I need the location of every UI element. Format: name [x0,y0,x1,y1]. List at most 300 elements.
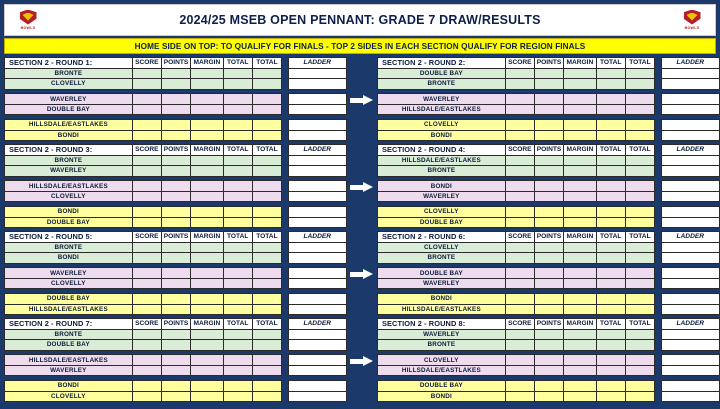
result-cell[interactable] [596,329,625,340]
result-cell[interactable] [252,355,281,366]
result-cell[interactable] [625,104,654,115]
ladder-cell[interactable] [288,119,346,130]
ladder-cell[interactable] [288,355,346,366]
result-cell[interactable] [161,329,190,340]
result-cell[interactable] [564,94,596,105]
result-cell[interactable] [132,155,161,166]
ladder-cell[interactable] [661,380,719,391]
result-cell[interactable] [505,355,534,366]
ladder-cell[interactable] [661,329,719,340]
ladder-cell[interactable] [661,278,719,289]
result-cell[interactable] [505,155,534,166]
result-cell[interactable] [564,104,596,115]
result-cell[interactable] [505,217,534,228]
result-cell[interactable] [191,155,223,166]
result-cell[interactable] [223,380,252,391]
result-cell[interactable] [534,68,563,79]
result-cell[interactable] [132,268,161,279]
result-cell[interactable] [625,68,654,79]
ladder-cell[interactable] [661,104,719,115]
result-cell[interactable] [596,130,625,141]
result-cell[interactable] [191,365,223,376]
result-cell[interactable] [564,191,596,202]
result-cell[interactable] [564,253,596,264]
result-cell[interactable] [223,191,252,202]
result-cell[interactable] [132,79,161,90]
result-cell[interactable] [505,329,534,340]
result-cell[interactable] [223,68,252,79]
result-cell[interactable] [505,104,534,115]
result-cell[interactable] [564,365,596,376]
result-cell[interactable] [625,278,654,289]
result-cell[interactable] [161,94,190,105]
result-cell[interactable] [132,391,161,402]
result-cell[interactable] [534,217,563,228]
result-cell[interactable] [505,181,534,192]
result-cell[interactable] [625,242,654,253]
result-cell[interactable] [161,304,190,315]
ladder-cell[interactable] [661,242,719,253]
result-cell[interactable] [191,391,223,402]
result-cell[interactable] [161,293,190,304]
result-cell[interactable] [161,119,190,130]
result-cell[interactable] [161,253,190,264]
result-cell[interactable] [191,217,223,228]
result-cell[interactable] [132,94,161,105]
result-cell[interactable] [191,329,223,340]
ladder-cell[interactable] [661,191,719,202]
result-cell[interactable] [223,329,252,340]
result-cell[interactable] [161,268,190,279]
result-cell[interactable] [596,293,625,304]
result-cell[interactable] [161,217,190,228]
result-cell[interactable] [564,79,596,90]
result-cell[interactable] [596,253,625,264]
ladder-cell[interactable] [661,391,719,402]
result-cell[interactable] [223,268,252,279]
result-cell[interactable] [534,181,563,192]
result-cell[interactable] [625,304,654,315]
result-cell[interactable] [252,217,281,228]
result-cell[interactable] [534,79,563,90]
result-cell[interactable] [223,253,252,264]
result-cell[interactable] [596,181,625,192]
result-cell[interactable] [132,365,161,376]
result-cell[interactable] [161,278,190,289]
result-cell[interactable] [596,242,625,253]
result-cell[interactable] [252,268,281,279]
result-cell[interactable] [132,304,161,315]
result-cell[interactable] [596,104,625,115]
result-cell[interactable] [505,94,534,105]
result-cell[interactable] [534,278,563,289]
result-cell[interactable] [252,380,281,391]
result-cell[interactable] [625,217,654,228]
result-cell[interactable] [625,253,654,264]
result-cell[interactable] [534,380,563,391]
result-cell[interactable] [191,242,223,253]
result-cell[interactable] [252,293,281,304]
result-cell[interactable] [505,119,534,130]
result-cell[interactable] [564,242,596,253]
result-cell[interactable] [534,253,563,264]
result-cell[interactable] [564,155,596,166]
result-cell[interactable] [625,355,654,366]
result-cell[interactable] [564,380,596,391]
result-cell[interactable] [191,253,223,264]
result-cell[interactable] [564,166,596,177]
result-cell[interactable] [564,293,596,304]
result-cell[interactable] [596,380,625,391]
result-cell[interactable] [564,268,596,279]
result-cell[interactable] [596,155,625,166]
result-cell[interactable] [252,253,281,264]
ladder-cell[interactable] [288,104,346,115]
result-cell[interactable] [505,365,534,376]
ladder-cell[interactable] [288,329,346,340]
result-cell[interactable] [132,278,161,289]
ladder-cell[interactable] [288,206,346,217]
result-cell[interactable] [596,355,625,366]
result-cell[interactable] [625,155,654,166]
result-cell[interactable] [596,391,625,402]
result-cell[interactable] [505,191,534,202]
result-cell[interactable] [625,365,654,376]
result-cell[interactable] [625,329,654,340]
result-cell[interactable] [161,365,190,376]
result-cell[interactable] [132,253,161,264]
result-cell[interactable] [132,355,161,366]
ladder-cell[interactable] [661,304,719,315]
ladder-cell[interactable] [288,68,346,79]
ladder-cell[interactable] [288,365,346,376]
result-cell[interactable] [223,119,252,130]
result-cell[interactable] [223,94,252,105]
result-cell[interactable] [534,304,563,315]
result-cell[interactable] [625,130,654,141]
result-cell[interactable] [252,79,281,90]
result-cell[interactable] [625,380,654,391]
result-cell[interactable] [534,94,563,105]
result-cell[interactable] [132,380,161,391]
ladder-cell[interactable] [288,293,346,304]
result-cell[interactable] [596,365,625,376]
ladder-cell[interactable] [288,340,346,351]
result-cell[interactable] [564,340,596,351]
result-cell[interactable] [505,130,534,141]
result-cell[interactable] [564,278,596,289]
result-cell[interactable] [534,166,563,177]
result-cell[interactable] [191,268,223,279]
result-cell[interactable] [596,166,625,177]
column-header: TOTAL [596,232,625,243]
ladder-cell[interactable] [288,166,346,177]
result-cell[interactable] [161,242,190,253]
result-cell[interactable] [564,304,596,315]
result-cell[interactable] [223,166,252,177]
result-cell[interactable] [564,68,596,79]
result-cell[interactable] [132,329,161,340]
result-cell[interactable] [505,391,534,402]
result-cell[interactable] [223,391,252,402]
team-name: WAVERLEY [5,166,133,177]
result-cell[interactable] [534,242,563,253]
result-cell[interactable] [132,130,161,141]
team-name: DOUBLE BAY [378,268,506,279]
column-header: SCORE [505,319,534,330]
result-cell[interactable] [161,181,190,192]
result-cell[interactable] [505,268,534,279]
result-cell[interactable] [223,365,252,376]
result-cell[interactable] [505,293,534,304]
result-cell[interactable] [132,104,161,115]
result-cell[interactable] [625,181,654,192]
result-cell[interactable] [564,119,596,130]
result-cell[interactable] [191,355,223,366]
result-cell[interactable] [132,191,161,202]
result-cell[interactable] [252,329,281,340]
result-cell[interactable] [564,391,596,402]
result-cell[interactable] [625,206,654,217]
result-cell[interactable] [564,355,596,366]
result-cell[interactable] [132,181,161,192]
ladder-cell[interactable] [288,253,346,264]
result-cell[interactable] [564,130,596,141]
result-cell[interactable] [132,119,161,130]
result-cell[interactable] [252,68,281,79]
result-cell[interactable] [191,191,223,202]
result-cell[interactable] [625,340,654,351]
result-cell[interactable] [161,155,190,166]
result-cell[interactable] [505,206,534,217]
ladder-cell[interactable] [288,181,346,192]
result-cell[interactable] [596,304,625,315]
result-cell[interactable] [161,68,190,79]
result-cell[interactable] [132,166,161,177]
table-row [5,181,347,192]
result-cell[interactable] [534,104,563,115]
result-cell[interactable] [252,206,281,217]
result-cell[interactable] [534,130,563,141]
ladder-cell[interactable] [661,293,719,304]
team-name: WAVERLEY [5,268,133,279]
ladder-cell[interactable] [661,79,719,90]
result-cell[interactable] [625,79,654,90]
result-cell[interactable] [132,68,161,79]
result-cell[interactable] [191,293,223,304]
ladder-cell[interactable] [288,304,346,315]
result-cell[interactable] [625,191,654,202]
result-cell[interactable] [252,130,281,141]
result-cell[interactable] [252,119,281,130]
result-cell[interactable] [534,155,563,166]
result-cell[interactable] [625,119,654,130]
result-cell[interactable] [161,391,190,402]
result-cell[interactable] [132,242,161,253]
result-cell[interactable] [596,278,625,289]
result-cell[interactable] [596,94,625,105]
result-cell[interactable] [223,278,252,289]
result-cell[interactable] [191,340,223,351]
ladder-cell[interactable] [288,94,346,105]
result-cell[interactable] [191,181,223,192]
result-cell[interactable] [252,94,281,105]
result-cell[interactable] [191,166,223,177]
result-cell[interactable] [252,340,281,351]
ladder-cell[interactable] [661,340,719,351]
result-cell[interactable] [534,293,563,304]
ladder-cell[interactable] [288,191,346,202]
result-cell[interactable] [223,304,252,315]
result-cell[interactable] [223,206,252,217]
result-cell[interactable] [625,391,654,402]
result-cell[interactable] [161,340,190,351]
result-cell[interactable] [161,79,190,90]
result-cell[interactable] [161,355,190,366]
result-cell[interactable] [223,217,252,228]
ladder-cell[interactable] [661,268,719,279]
result-cell[interactable] [534,268,563,279]
ladder-cell[interactable] [288,242,346,253]
result-cell[interactable] [505,242,534,253]
ladder-cell[interactable] [288,380,346,391]
result-cell[interactable] [191,278,223,289]
result-cell[interactable] [191,304,223,315]
ladder-cell[interactable] [661,355,719,366]
result-cell[interactable] [191,380,223,391]
result-cell[interactable] [564,206,596,217]
ladder-cell[interactable] [661,181,719,192]
result-cell[interactable] [191,68,223,79]
result-cell[interactable] [191,206,223,217]
result-cell[interactable] [564,217,596,228]
result-cell[interactable] [132,293,161,304]
result-cell[interactable] [505,68,534,79]
result-cell[interactable] [161,206,190,217]
result-cell[interactable] [223,181,252,192]
round-block [377,318,720,404]
result-cell[interactable] [564,329,596,340]
result-cell[interactable] [252,191,281,202]
result-cell[interactable] [191,130,223,141]
ladder-cell[interactable] [661,155,719,166]
team-name: WAVERLEY [5,94,133,105]
result-cell[interactable] [223,104,252,115]
result-cell[interactable] [132,340,161,351]
result-cell[interactable] [534,329,563,340]
result-cell[interactable] [252,278,281,289]
result-cell[interactable] [161,104,190,115]
ladder-cell[interactable] [288,268,346,279]
result-cell[interactable] [252,166,281,177]
result-cell[interactable] [252,365,281,376]
ladder-cell[interactable] [661,217,719,228]
column-header: MARGIN [191,232,223,243]
result-cell[interactable] [132,206,161,217]
result-cell[interactable] [596,340,625,351]
result-cell[interactable] [596,191,625,202]
ladder-cell[interactable] [661,68,719,79]
result-cell[interactable] [505,253,534,264]
ladder-cell[interactable] [661,94,719,105]
result-cell[interactable] [223,130,252,141]
result-cell[interactable] [223,79,252,90]
team-name: BONDI [378,391,506,402]
result-cell[interactable] [223,242,252,253]
ladder-cell[interactable] [288,278,346,289]
ladder-cell[interactable] [661,166,719,177]
result-cell[interactable] [505,278,534,289]
result-cell[interactable] [534,391,563,402]
result-cell[interactable] [252,181,281,192]
result-cell[interactable] [223,293,252,304]
result-cell[interactable] [564,181,596,192]
result-cell[interactable] [534,340,563,351]
result-cell[interactable] [191,104,223,115]
result-cell[interactable] [505,304,534,315]
result-cell[interactable] [191,79,223,90]
result-cell[interactable] [505,79,534,90]
result-cell[interactable] [132,217,161,228]
result-cell[interactable] [534,355,563,366]
result-cell[interactable] [534,119,563,130]
result-cell[interactable] [161,130,190,141]
result-cell[interactable] [625,293,654,304]
result-cell[interactable] [505,340,534,351]
result-cell[interactable] [596,79,625,90]
result-cell[interactable] [534,365,563,376]
result-cell[interactable] [625,166,654,177]
ladder-cell[interactable] [288,155,346,166]
result-cell[interactable] [161,380,190,391]
result-cell[interactable] [505,166,534,177]
ladder-cell[interactable] [661,130,719,141]
result-cell[interactable] [252,391,281,402]
result-cell[interactable] [534,191,563,202]
ladder-cell[interactable] [288,79,346,90]
ladder-cell[interactable] [661,253,719,264]
result-cell[interactable] [534,206,563,217]
result-cell[interactable] [191,119,223,130]
team-name: HILLSDALE/EASTLAKES [378,104,506,115]
result-cell[interactable] [191,94,223,105]
result-cell[interactable] [596,119,625,130]
ladder-cell[interactable] [288,217,346,228]
ladder-cell[interactable] [661,119,719,130]
ladder-cell[interactable] [288,391,346,402]
result-cell[interactable] [161,166,190,177]
result-cell[interactable] [161,191,190,202]
ladder-cell[interactable] [661,365,719,376]
result-cell[interactable] [596,217,625,228]
ladder-cell[interactable] [288,130,346,141]
result-cell[interactable] [625,268,654,279]
result-cell[interactable] [252,104,281,115]
result-cell[interactable] [596,68,625,79]
result-cell[interactable] [252,304,281,315]
result-cell[interactable] [252,242,281,253]
result-cell[interactable] [505,380,534,391]
result-cell[interactable] [596,206,625,217]
result-cell[interactable] [625,94,654,105]
column-header-ladder: LADDER [661,58,719,69]
result-cell[interactable] [252,155,281,166]
result-cell[interactable] [596,268,625,279]
ladder-cell[interactable] [661,206,719,217]
result-cell[interactable] [223,340,252,351]
result-cell[interactable] [223,355,252,366]
result-cell[interactable] [223,155,252,166]
